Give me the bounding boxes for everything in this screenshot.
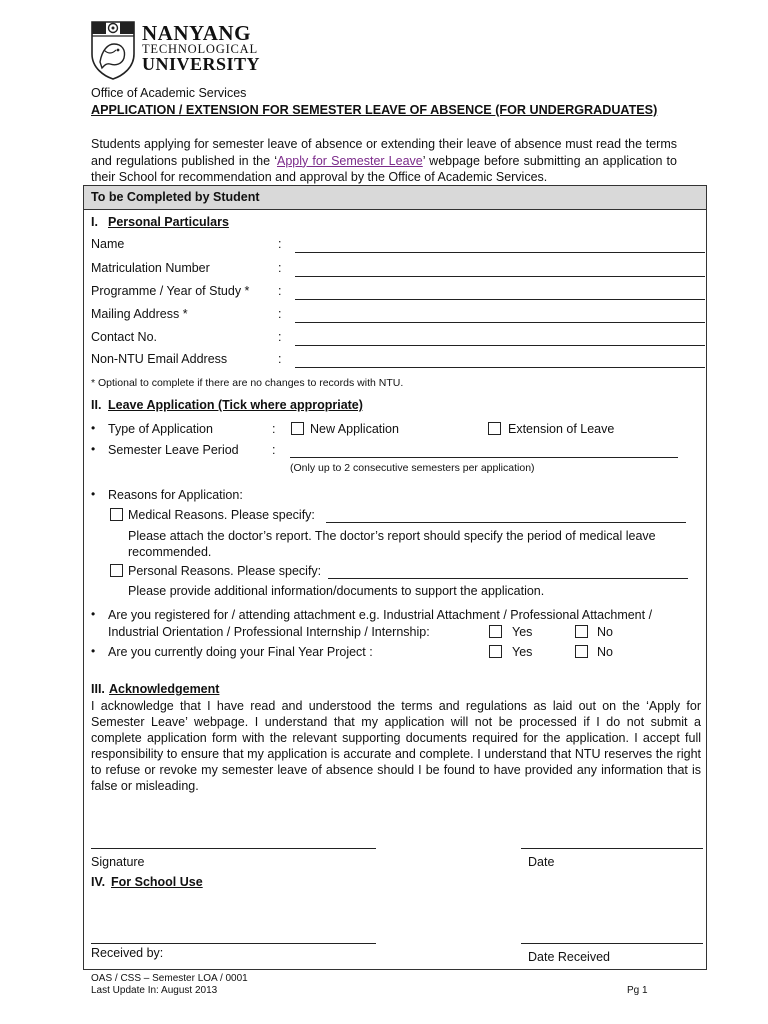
- mailing-address-colon: :: [278, 307, 282, 321]
- date-line[interactable]: [521, 848, 703, 849]
- date-received-label: Date Received: [528, 950, 610, 964]
- footer-form-code: OAS / CSS – Semester LOA / 0001: [91, 973, 248, 984]
- bullet-icon: •: [91, 487, 96, 501]
- attachment-yes-checkbox[interactable]: [489, 625, 502, 638]
- contact-colon: :: [278, 330, 282, 344]
- bullet-icon: •: [91, 442, 96, 456]
- reasons-label: Reasons for Application:: [108, 488, 243, 502]
- matric-number-field[interactable]: [295, 276, 705, 277]
- type-colon: :: [272, 422, 276, 436]
- bullet-icon: •: [91, 644, 96, 658]
- section-4-title: For School Use: [111, 875, 203, 889]
- medical-reasons-label: Medical Reasons. Please specify:: [128, 508, 315, 522]
- name-field[interactable]: [295, 252, 705, 253]
- bullet-icon: •: [91, 607, 96, 621]
- extension-of-leave-label: Extension of Leave: [508, 422, 615, 436]
- intro-text-1: Students applying for semester leave of absence or extending their leave of absence must read the terms and regulations published in the ‘: [91, 137, 677, 168]
- received-by-line[interactable]: [91, 943, 376, 944]
- contact-label: Contact No.: [91, 330, 158, 344]
- matric-label: Matriculation Number: [91, 261, 210, 275]
- section-3-title: Acknowledgement: [109, 682, 220, 696]
- signature-line[interactable]: [91, 848, 376, 849]
- footer-page-number: Pg 1: [627, 985, 648, 996]
- fyp-no-label: No: [597, 645, 613, 659]
- period-note: (Only up to 2 consecutive semesters per application): [290, 462, 535, 474]
- signature-label: Signature: [91, 855, 145, 869]
- matric-colon: :: [278, 261, 282, 275]
- personal-reasons-checkbox[interactable]: [110, 564, 123, 577]
- attachment-yes-label: Yes: [512, 625, 533, 639]
- semester-leave-period-field[interactable]: [290, 457, 678, 458]
- section-4-number: IV.: [91, 875, 106, 889]
- optional-note: * Optional to complete if there are no changes to records with NTU.: [91, 377, 404, 389]
- programme-colon: :: [278, 284, 282, 298]
- mailing-address-label: Mailing Address *: [91, 307, 188, 321]
- attachment-no-label: No: [597, 625, 613, 639]
- contact-field[interactable]: [295, 345, 705, 346]
- name-label: Name: [91, 237, 125, 251]
- type-of-application-label: Type of Application: [108, 422, 213, 436]
- apply-for-semester-leave-link[interactable]: Apply for Semester Leave: [276, 153, 423, 168]
- fyp-yes-checkbox[interactable]: [489, 645, 502, 658]
- section-3-number: III.: [91, 682, 105, 696]
- date-received-line[interactable]: [521, 943, 703, 944]
- logo-line-2: TECHNOLOGICAL: [142, 42, 258, 56]
- ntu-logo: [90, 20, 270, 82]
- office-name: Office of Academic Services: [91, 86, 247, 100]
- semester-leave-period-label: Semester Leave Period: [108, 443, 239, 457]
- section-2-number: II.: [91, 398, 102, 412]
- new-application-label: New Application: [310, 422, 399, 436]
- name-colon: :: [278, 237, 282, 251]
- received-by-label: Received by:: [91, 946, 164, 960]
- intro-text-2: ’ webpage before submitting an application to their School for recommendation and approval by the Office of Academic Services.: [91, 153, 677, 184]
- programme-field[interactable]: [295, 299, 705, 300]
- email-label: Non-NTU Email Address: [91, 352, 228, 366]
- box-header-title: To be Completed by Student: [91, 190, 260, 204]
- acknowledgement-text: I acknowledge that I have read and understood the terms and regulations as laid out on the ‘Apply for Semester Leave’ webpage. I understand that my application will not be processed if I do not submit a complete application form with the relevant supporting documents required for the application. I accept full responsibility to ensure that my application is accurate and complete. I understand that NTU reserves the right to refuse or revoke my semester leave of absence should I be found to have provided any information that is false or misleading.: [91, 699, 701, 793]
- footer-last-update: Last Update In: August 2013: [91, 985, 218, 996]
- email-field[interactable]: [295, 367, 705, 368]
- logo-line-3: UNIVERSITY: [142, 54, 261, 74]
- personal-reasons-field[interactable]: [328, 578, 688, 579]
- medical-note: Please attach the doctor’s report. The doctor’s report should specify the period of medical leave recommended.: [128, 529, 656, 559]
- fyp-question: Are you currently doing your Final Year Project :: [108, 645, 373, 659]
- form-title: APPLICATION / EXTENSION FOR SEMESTER LEAVE OF ABSENCE (FOR UNDERGRADUATES): [91, 103, 658, 117]
- personal-reasons-label: Personal Reasons. Please specify:: [128, 564, 322, 578]
- fyp-no-checkbox[interactable]: [575, 645, 588, 658]
- logo-line-1: NANYANG: [142, 21, 251, 45]
- medical-reasons-checkbox[interactable]: [110, 508, 123, 521]
- attachment-question-line-1: Are you registered for / attending attachment e.g. Industrial Attachment / Professional Attachment /: [108, 608, 653, 622]
- fyp-yes-label: Yes: [512, 645, 533, 659]
- extension-of-leave-checkbox[interactable]: [488, 422, 501, 435]
- medical-reasons-field[interactable]: [326, 522, 686, 523]
- attachment-no-checkbox[interactable]: [575, 625, 588, 638]
- email-colon: :: [278, 352, 282, 366]
- ntu-crest-icon: [90, 20, 136, 80]
- section-1-title: Personal Particulars: [108, 215, 229, 229]
- date-label: Date: [528, 855, 555, 869]
- section-2-title: Leave Application (Tick where appropriate): [108, 398, 363, 412]
- new-application-checkbox[interactable]: [291, 422, 304, 435]
- section-1-number: I.: [91, 215, 98, 229]
- attachment-question-line-2: Industrial Orientation / Professional Internship / Internship:: [108, 625, 430, 639]
- programme-label: Programme / Year of Study *: [91, 284, 250, 298]
- period-colon: :: [272, 443, 276, 457]
- intro-paragraph: [91, 136, 677, 186]
- mailing-address-field[interactable]: [295, 322, 705, 323]
- bullet-icon: •: [91, 421, 96, 435]
- personal-note: Please provide additional information/documents to support the application.: [128, 584, 545, 598]
